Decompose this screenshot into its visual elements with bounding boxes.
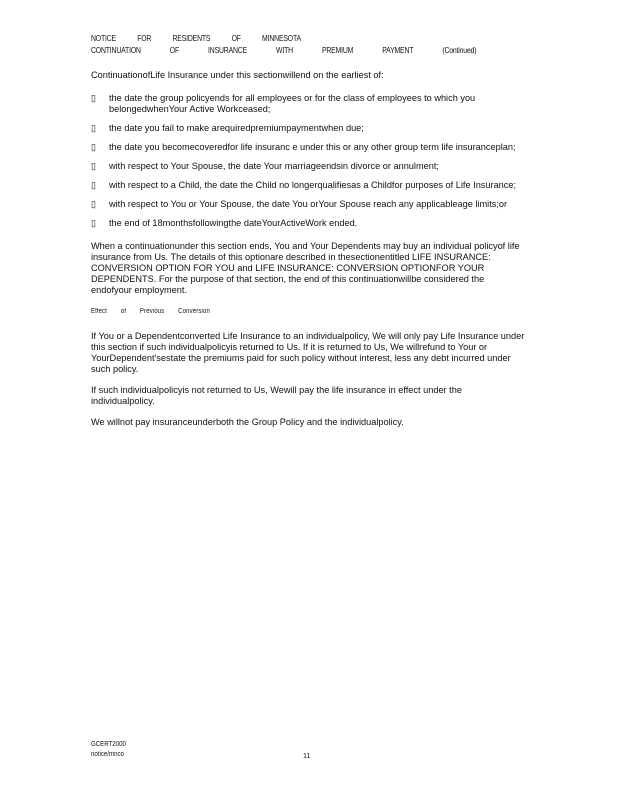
list-item bbox=[91, 199, 525, 210]
subheading-word: Effect bbox=[91, 308, 108, 315]
not-returned-paragraph: If such individualpolicyis not returned to Us, Wewill pay the life insurance in effect under the individualpolicy. bbox=[91, 385, 462, 406]
list-item bbox=[91, 180, 525, 191]
list-item-text: with respect to Your Spouse, the date Your marriageendsin divorce or annulment; bbox=[109, 161, 439, 171]
title-word: OF bbox=[231, 33, 241, 43]
list-item-text: the date the group policyends for all employees or for the class of employees to which you belongedwhenYour Active Workceased; bbox=[109, 93, 476, 114]
document-body bbox=[91, 70, 525, 438]
list-item-text: with respect to You or Your Spouse, the date You orYour Spouse reach any applicableage limits;or bbox=[109, 199, 508, 209]
title-word: RESIDENTS bbox=[172, 33, 211, 43]
title-word: FOR bbox=[137, 33, 152, 43]
title-word: MINNESOTA bbox=[262, 33, 301, 43]
footer-form-code bbox=[91, 739, 126, 759]
title-word: (Continued) bbox=[442, 45, 477, 55]
no-double-pay-paragraph: We willnot pay insuranceunderboth the Group Policy and the individualpolicy. bbox=[91, 417, 404, 427]
previous-conversion-paragraph: If You or a Dependentconverted Life Insurance to an individualpolicy, We will only pay Life Insurance under this section if such individualpolicyis returned to Us. If it is returned to Us, We willrefund to Your or YourDependent'sestate the premiums paid for such policy without interest, less any debt incurred under such policy. bbox=[91, 331, 525, 374]
page-number: 11 bbox=[303, 751, 311, 760]
list-item bbox=[91, 218, 525, 229]
list-item-text: the date you fail to make arequiredpremiumpaymentwhen due; bbox=[109, 123, 364, 133]
footer-line: GCERT2000 bbox=[91, 739, 126, 748]
section-subheading bbox=[91, 306, 460, 317]
subheading-word: of bbox=[120, 308, 127, 315]
bullet-glyph-icon: ▯ bbox=[91, 142, 97, 152]
conversion-paragraph: When a continuationunder this section ends, You and Your Dependents may buy an individual policyof life insurance from Us. The details of this optionare described in thesectionentitled LIFE INSURANCE: CONVERSION OPTION FOR YOU and LIFE INSURANCE: CONVERSION OPTIONFOR YOUR DEPENDENTS. For the purpose of that section, the end of this continuationwillbe considered the endofyour employment. bbox=[91, 241, 520, 295]
list-item-text: the date you becomecoveredfor life insuranc e under this or any other group term life insuranceplan; bbox=[109, 142, 516, 152]
intro-paragraph: ContinuationofLife Insurance under this sectionwillend on the earliest of: bbox=[91, 70, 384, 80]
termination-list bbox=[91, 93, 525, 229]
notice-title bbox=[91, 32, 477, 56]
list-item bbox=[91, 93, 525, 115]
title-word: INSURANCE bbox=[208, 45, 248, 55]
title-word: PAYMENT bbox=[382, 45, 414, 55]
title-word: OF bbox=[169, 45, 180, 55]
title-word: NOTICE bbox=[91, 33, 116, 43]
bullet-glyph-icon: ▯ bbox=[91, 218, 97, 228]
title-word: PREMIUM bbox=[321, 45, 354, 55]
bullet-glyph-icon: ▯ bbox=[91, 123, 97, 133]
title-word: CONTINUATION bbox=[91, 45, 141, 55]
bullet-glyph-icon: ▯ bbox=[91, 161, 97, 171]
bullet-glyph-icon: ▯ bbox=[91, 199, 97, 209]
list-item bbox=[91, 142, 525, 153]
bullet-glyph-icon: ▯ bbox=[91, 180, 97, 190]
list-item-text: with respect to a Child, the date the Child no longerqualifiesas a Childfor purposes of Life Insurance; bbox=[109, 180, 517, 190]
title-row-1 bbox=[91, 32, 301, 44]
subheading-word: Conversion bbox=[178, 308, 210, 315]
subheading-word: Previous bbox=[139, 308, 165, 315]
footer-line: notice/mnco bbox=[91, 749, 124, 758]
list-item bbox=[91, 161, 525, 172]
list-item-text: the end of 18monthsfollowingthe dateYourActiveWork ended. bbox=[109, 218, 358, 228]
title-row-2 bbox=[91, 44, 476, 56]
list-item bbox=[91, 123, 525, 134]
bullet-glyph-icon: ▯ bbox=[91, 93, 97, 103]
title-word: WITH bbox=[276, 45, 293, 55]
